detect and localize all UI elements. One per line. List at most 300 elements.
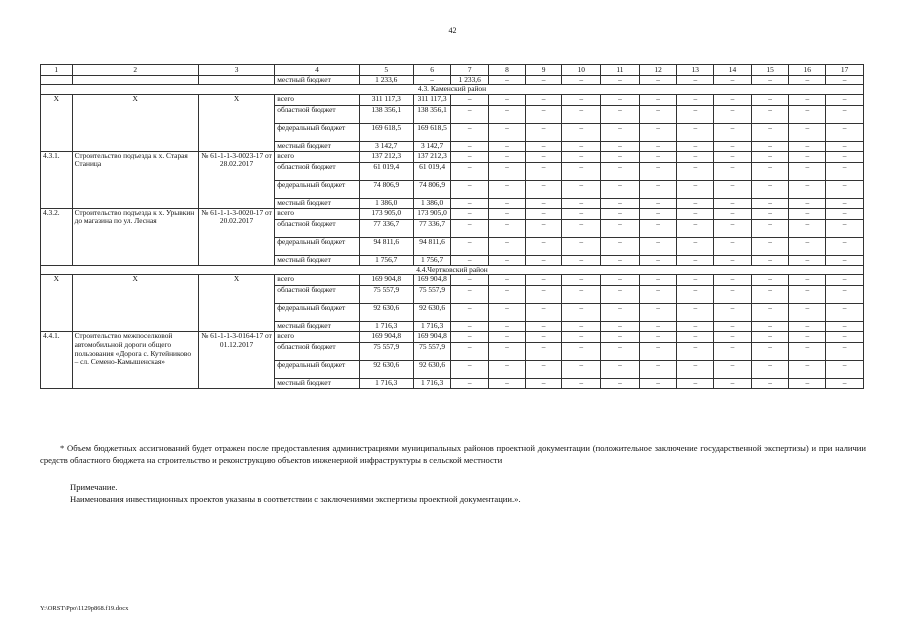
dash-cell: – — [451, 255, 489, 265]
dash-cell: – — [751, 237, 789, 255]
table-row — [41, 75, 864, 85]
dash-cell: – — [751, 286, 789, 304]
column-header: 6 — [413, 65, 451, 76]
dash-cell: – — [451, 332, 489, 343]
cell-name: Х — [72, 94, 198, 151]
dash-cell: – — [826, 275, 864, 286]
cell-year-1: 1 756,7 — [413, 255, 451, 265]
dash-cell: – — [639, 361, 677, 379]
dash-cell: – — [489, 94, 526, 105]
dash-cell: – — [601, 75, 640, 85]
table-row — [41, 208, 864, 219]
dash-cell: – — [826, 198, 864, 208]
cell-expertise — [198, 75, 274, 85]
dash-cell: – — [751, 208, 789, 219]
column-header: 15 — [751, 65, 789, 76]
cell-expertise: Х — [198, 94, 274, 151]
dash-cell: – — [489, 255, 526, 265]
dash-cell: – — [677, 361, 714, 379]
file-path: Y:\ORST\Ppo\1129p868.f19.docx — [40, 605, 129, 612]
dash-cell: – — [826, 286, 864, 304]
dash-cell: – — [639, 123, 677, 141]
dash-cell: – — [677, 255, 714, 265]
dash-cell: – — [789, 219, 826, 237]
dash-cell: – — [677, 208, 714, 219]
dash-cell: – — [562, 198, 601, 208]
dash-cell: – — [639, 151, 677, 162]
dash-cell: – — [489, 322, 526, 332]
dash-cell: – — [677, 105, 714, 123]
cell-source: местный бюджет — [275, 141, 360, 151]
column-header: 12 — [639, 65, 677, 76]
dash-cell: – — [789, 105, 826, 123]
dash-cell: – — [677, 151, 714, 162]
dash-cell: – — [751, 332, 789, 343]
dash-cell: – — [525, 322, 562, 332]
dash-cell: – — [751, 198, 789, 208]
dash-cell: – — [789, 322, 826, 332]
dash-cell: – — [639, 275, 677, 286]
cell-name: Х — [72, 275, 198, 332]
dash-cell: – — [751, 255, 789, 265]
dash-cell: – — [562, 379, 601, 389]
dash-cell: – — [751, 162, 789, 180]
table-row — [41, 332, 864, 343]
dash-cell: – — [751, 304, 789, 322]
dash-cell: – — [489, 275, 526, 286]
dash-cell: – — [826, 105, 864, 123]
dash-cell: – — [789, 141, 826, 151]
dash-cell: – — [525, 75, 562, 85]
dash-cell: – — [639, 94, 677, 105]
dash-cell: – — [639, 180, 677, 198]
dash-cell: – — [451, 361, 489, 379]
section-row — [41, 85, 864, 95]
cell-source: областной бюджет — [275, 162, 360, 180]
column-header: 17 — [826, 65, 864, 76]
cell-source: федеральный бюджет — [275, 304, 360, 322]
cell-total: 1 386,0 — [359, 198, 413, 208]
cell-year-1: 92 630,6 — [413, 361, 451, 379]
dash-cell: – — [601, 343, 640, 361]
dash-cell: – — [601, 332, 640, 343]
dash-cell: – — [451, 304, 489, 322]
dash-cell: – — [751, 94, 789, 105]
cell-source: местный бюджет — [275, 75, 360, 85]
column-header: 11 — [601, 65, 640, 76]
dash-cell: – — [751, 123, 789, 141]
dash-cell: – — [451, 275, 489, 286]
dash-cell: – — [601, 237, 640, 255]
dash-cell: – — [677, 237, 714, 255]
dash-cell: – — [451, 208, 489, 219]
dash-cell: – — [562, 275, 601, 286]
dash-cell: – — [451, 286, 489, 304]
dash-cell: – — [677, 123, 714, 141]
dash-cell: – — [451, 123, 489, 141]
page-number: 42 — [448, 26, 457, 35]
dash-cell: – — [677, 286, 714, 304]
cell-total: 173 905,0 — [359, 208, 413, 219]
dash-cell: – — [677, 343, 714, 361]
cell-expertise: № 61-1-1-3-0020-17 от 20.02.2017 — [198, 208, 274, 265]
dash-cell: – — [714, 180, 752, 198]
dash-cell: – — [601, 304, 640, 322]
cell-number: Х — [41, 275, 73, 332]
cell-number: 4.4.1. — [41, 332, 73, 389]
dash-cell: – — [451, 162, 489, 180]
dash-cell: – — [714, 304, 752, 322]
dash-cell: – — [451, 141, 489, 151]
dash-cell: – — [751, 379, 789, 389]
dash-cell: – — [789, 208, 826, 219]
column-header: 14 — [714, 65, 752, 76]
cell-total: 61 019,4 — [359, 162, 413, 180]
dash-cell: – — [525, 208, 562, 219]
dash-cell: – — [639, 343, 677, 361]
cell-year-1: 92 630,6 — [413, 304, 451, 322]
dash-cell: – — [639, 255, 677, 265]
cell-year-1: 1 716,3 — [413, 379, 451, 389]
cell-number: Х — [41, 94, 73, 151]
dash-cell: – — [751, 322, 789, 332]
dash-cell: – — [525, 275, 562, 286]
dash-cell: – — [562, 123, 601, 141]
cell-total: 1 756,7 — [359, 255, 413, 265]
cell-year-1: – — [413, 75, 451, 85]
cell-expertise: № 61-1-1-3-0023-17 от 28.02.2017 — [198, 151, 274, 208]
column-header: 10 — [562, 65, 601, 76]
dash-cell: – — [489, 286, 526, 304]
dash-cell: – — [714, 208, 752, 219]
cell-number: 4.3.2. — [41, 208, 73, 265]
table-row — [41, 151, 864, 162]
column-header: 7 — [451, 65, 489, 76]
dash-cell: – — [601, 94, 640, 105]
cell-total: 74 806,9 — [359, 180, 413, 198]
cell-source: местный бюджет — [275, 198, 360, 208]
cell-year-1: 137 212,3 — [413, 151, 451, 162]
dash-cell: – — [562, 286, 601, 304]
dash-cell: – — [639, 304, 677, 322]
dash-cell: – — [639, 379, 677, 389]
dash-cell: – — [751, 141, 789, 151]
cell-total: 92 630,6 — [359, 361, 413, 379]
dash-cell: – — [601, 208, 640, 219]
budget-table — [40, 64, 864, 389]
section-title: 4.4.Чертковский район — [41, 265, 864, 275]
cell-source: местный бюджет — [275, 379, 360, 389]
dash-cell: – — [601, 361, 640, 379]
cell-year-2: 1 233,6 — [451, 75, 489, 85]
dash-cell: – — [562, 94, 601, 105]
dash-cell: – — [789, 332, 826, 343]
dash-cell: – — [714, 105, 752, 123]
dash-cell: – — [639, 286, 677, 304]
dash-cell: – — [789, 151, 826, 162]
dash-cell: – — [789, 255, 826, 265]
dash-cell: – — [601, 162, 640, 180]
dash-cell: – — [601, 322, 640, 332]
cell-source: областной бюджет — [275, 343, 360, 361]
dash-cell: – — [751, 75, 789, 85]
dash-cell: – — [714, 123, 752, 141]
cell-number: 4.3.1. — [41, 151, 73, 208]
dash-cell: – — [489, 105, 526, 123]
dash-cell: – — [525, 255, 562, 265]
cell-total: 311 117,3 — [359, 94, 413, 105]
column-header: 2 — [72, 65, 198, 76]
dash-cell: – — [826, 343, 864, 361]
dash-cell: – — [677, 304, 714, 322]
dash-cell: – — [601, 286, 640, 304]
dash-cell: – — [826, 94, 864, 105]
cell-year-1: 75 557,9 — [413, 286, 451, 304]
dash-cell: – — [601, 151, 640, 162]
dash-cell: – — [639, 162, 677, 180]
cell-source: всего — [275, 332, 360, 343]
dash-cell: – — [714, 219, 752, 237]
dash-cell: – — [826, 123, 864, 141]
dash-cell: – — [601, 255, 640, 265]
dash-cell: – — [489, 180, 526, 198]
cell-year-1: 77 336,7 — [413, 219, 451, 237]
dash-cell: – — [826, 180, 864, 198]
cell-source: местный бюджет — [275, 322, 360, 332]
dash-cell: – — [826, 162, 864, 180]
dash-cell: – — [789, 75, 826, 85]
cell-source: всего — [275, 94, 360, 105]
section-row — [41, 265, 864, 275]
dash-cell: – — [714, 286, 752, 304]
dash-cell: – — [489, 304, 526, 322]
dash-cell: – — [789, 361, 826, 379]
note-title: Примечание. — [70, 482, 118, 492]
cell-name: Строительство подъезда к х. Урывкин до магазина по ул. Лесная — [72, 208, 198, 265]
dash-cell: – — [525, 361, 562, 379]
dash-cell: – — [714, 343, 752, 361]
dash-cell: – — [601, 219, 640, 237]
cell-total: 1 716,3 — [359, 322, 413, 332]
cell-year-1: 75 557,9 — [413, 343, 451, 361]
cell-total: 138 356,1 — [359, 105, 413, 123]
column-header: 3 — [198, 65, 274, 76]
cell-year-1: 61 019,4 — [413, 162, 451, 180]
table-row — [41, 275, 864, 286]
cell-total: 169 904,8 — [359, 275, 413, 286]
dash-cell: – — [601, 123, 640, 141]
dash-cell: – — [525, 180, 562, 198]
dash-cell: – — [677, 180, 714, 198]
column-header: 16 — [789, 65, 826, 76]
cell-total: 75 557,9 — [359, 286, 413, 304]
header-row — [41, 65, 864, 76]
dash-cell: – — [562, 162, 601, 180]
dash-cell: – — [789, 123, 826, 141]
dash-cell: – — [639, 75, 677, 85]
dash-cell: – — [789, 304, 826, 322]
cell-year-1: 1 716,3 — [413, 322, 451, 332]
cell-source: областной бюджет — [275, 286, 360, 304]
dash-cell: – — [601, 275, 640, 286]
dash-cell: – — [826, 208, 864, 219]
dash-cell: – — [677, 141, 714, 151]
dash-cell: – — [714, 379, 752, 389]
dash-cell: – — [562, 304, 601, 322]
dash-cell: – — [562, 105, 601, 123]
cell-total: 94 811,6 — [359, 237, 413, 255]
dash-cell: – — [826, 361, 864, 379]
column-header: 9 — [525, 65, 562, 76]
dash-cell: – — [826, 219, 864, 237]
cell-expertise: Х — [198, 275, 274, 332]
dash-cell: – — [489, 141, 526, 151]
cell-year-1: 74 806,9 — [413, 180, 451, 198]
dash-cell: – — [525, 286, 562, 304]
cell-year-1: 173 905,0 — [413, 208, 451, 219]
dash-cell: – — [714, 322, 752, 332]
dash-cell: – — [789, 275, 826, 286]
dash-cell: – — [562, 322, 601, 332]
dash-cell: – — [677, 379, 714, 389]
cell-total: 3 142,7 — [359, 141, 413, 151]
dash-cell: – — [489, 343, 526, 361]
dash-cell: – — [525, 304, 562, 322]
dash-cell: – — [601, 198, 640, 208]
dash-cell: – — [562, 255, 601, 265]
cell-source: всего — [275, 275, 360, 286]
dash-cell: – — [751, 275, 789, 286]
dash-cell: – — [489, 123, 526, 141]
dash-cell: – — [789, 162, 826, 180]
dash-cell: – — [562, 75, 601, 85]
dash-cell: – — [639, 141, 677, 151]
dash-cell: – — [826, 379, 864, 389]
dash-cell: – — [451, 198, 489, 208]
dash-cell: – — [562, 343, 601, 361]
dash-cell: – — [639, 208, 677, 219]
dash-cell: – — [826, 322, 864, 332]
dash-cell: – — [826, 255, 864, 265]
dash-cell: – — [789, 94, 826, 105]
cell-total: 77 336,7 — [359, 219, 413, 237]
dash-cell: – — [826, 237, 864, 255]
dash-cell: – — [451, 322, 489, 332]
column-header: 4 — [275, 65, 360, 76]
dash-cell: – — [525, 343, 562, 361]
cell-total: 169 904,8 — [359, 332, 413, 343]
dash-cell: – — [525, 123, 562, 141]
dash-cell: – — [562, 141, 601, 151]
dash-cell: – — [639, 332, 677, 343]
cell-total: 92 630,6 — [359, 304, 413, 322]
dash-cell: – — [489, 332, 526, 343]
dash-cell: – — [489, 151, 526, 162]
dash-cell: – — [789, 286, 826, 304]
dash-cell: – — [714, 275, 752, 286]
dash-cell: – — [677, 75, 714, 85]
dash-cell: – — [451, 151, 489, 162]
dash-cell: – — [451, 219, 489, 237]
dash-cell: – — [714, 361, 752, 379]
dash-cell: – — [639, 198, 677, 208]
dash-cell: – — [677, 219, 714, 237]
dash-cell: – — [525, 162, 562, 180]
cell-source: областной бюджет — [275, 105, 360, 123]
table-row — [41, 94, 864, 105]
column-header: 13 — [677, 65, 714, 76]
dash-cell: – — [562, 361, 601, 379]
cell-year-1: 138 356,1 — [413, 105, 451, 123]
dash-cell: – — [562, 180, 601, 198]
dash-cell: – — [639, 237, 677, 255]
dash-cell: – — [525, 237, 562, 255]
cell-total: 1 233,6 — [359, 75, 413, 85]
dash-cell: – — [714, 162, 752, 180]
dash-cell: – — [562, 332, 601, 343]
dash-cell: – — [751, 151, 789, 162]
cell-source: федеральный бюджет — [275, 123, 360, 141]
column-header: 5 — [359, 65, 413, 76]
dash-cell: – — [601, 105, 640, 123]
dash-cell: – — [714, 151, 752, 162]
dash-cell: – — [489, 162, 526, 180]
dash-cell: – — [714, 141, 752, 151]
dash-cell: – — [489, 75, 526, 85]
dash-cell: – — [677, 162, 714, 180]
dash-cell: – — [451, 237, 489, 255]
dash-cell: – — [789, 379, 826, 389]
dash-cell: – — [639, 322, 677, 332]
dash-cell: – — [489, 219, 526, 237]
dash-cell: – — [601, 180, 640, 198]
cell-total: 1 716,3 — [359, 379, 413, 389]
dash-cell: – — [714, 94, 752, 105]
dash-cell: – — [525, 379, 562, 389]
dash-cell: – — [714, 255, 752, 265]
dash-cell: – — [714, 198, 752, 208]
dash-cell: – — [639, 219, 677, 237]
dash-cell: – — [525, 105, 562, 123]
dash-cell: – — [525, 198, 562, 208]
dash-cell: – — [562, 219, 601, 237]
cell-year-1: 169 904,8 — [413, 332, 451, 343]
cell-source: областной бюджет — [275, 219, 360, 237]
dash-cell: – — [677, 94, 714, 105]
cell-total: 75 557,9 — [359, 343, 413, 361]
dash-cell: – — [525, 219, 562, 237]
dash-cell: – — [751, 361, 789, 379]
dash-cell: – — [451, 343, 489, 361]
dash-cell: – — [751, 219, 789, 237]
dash-cell: – — [751, 343, 789, 361]
dash-cell: – — [751, 180, 789, 198]
dash-cell: – — [489, 237, 526, 255]
dash-cell: – — [639, 105, 677, 123]
cell-year-1: 311 117,3 — [413, 94, 451, 105]
cell-source: федеральный бюджет — [275, 361, 360, 379]
cell-total: 137 212,3 — [359, 151, 413, 162]
dash-cell: – — [826, 151, 864, 162]
dash-cell: – — [601, 379, 640, 389]
cell-source: всего — [275, 208, 360, 219]
dash-cell: – — [451, 105, 489, 123]
cell-source: всего — [275, 151, 360, 162]
column-header: 1 — [41, 65, 73, 76]
cell-number — [41, 75, 73, 85]
dash-cell: – — [562, 208, 601, 219]
cell-year-1: 3 142,7 — [413, 141, 451, 151]
